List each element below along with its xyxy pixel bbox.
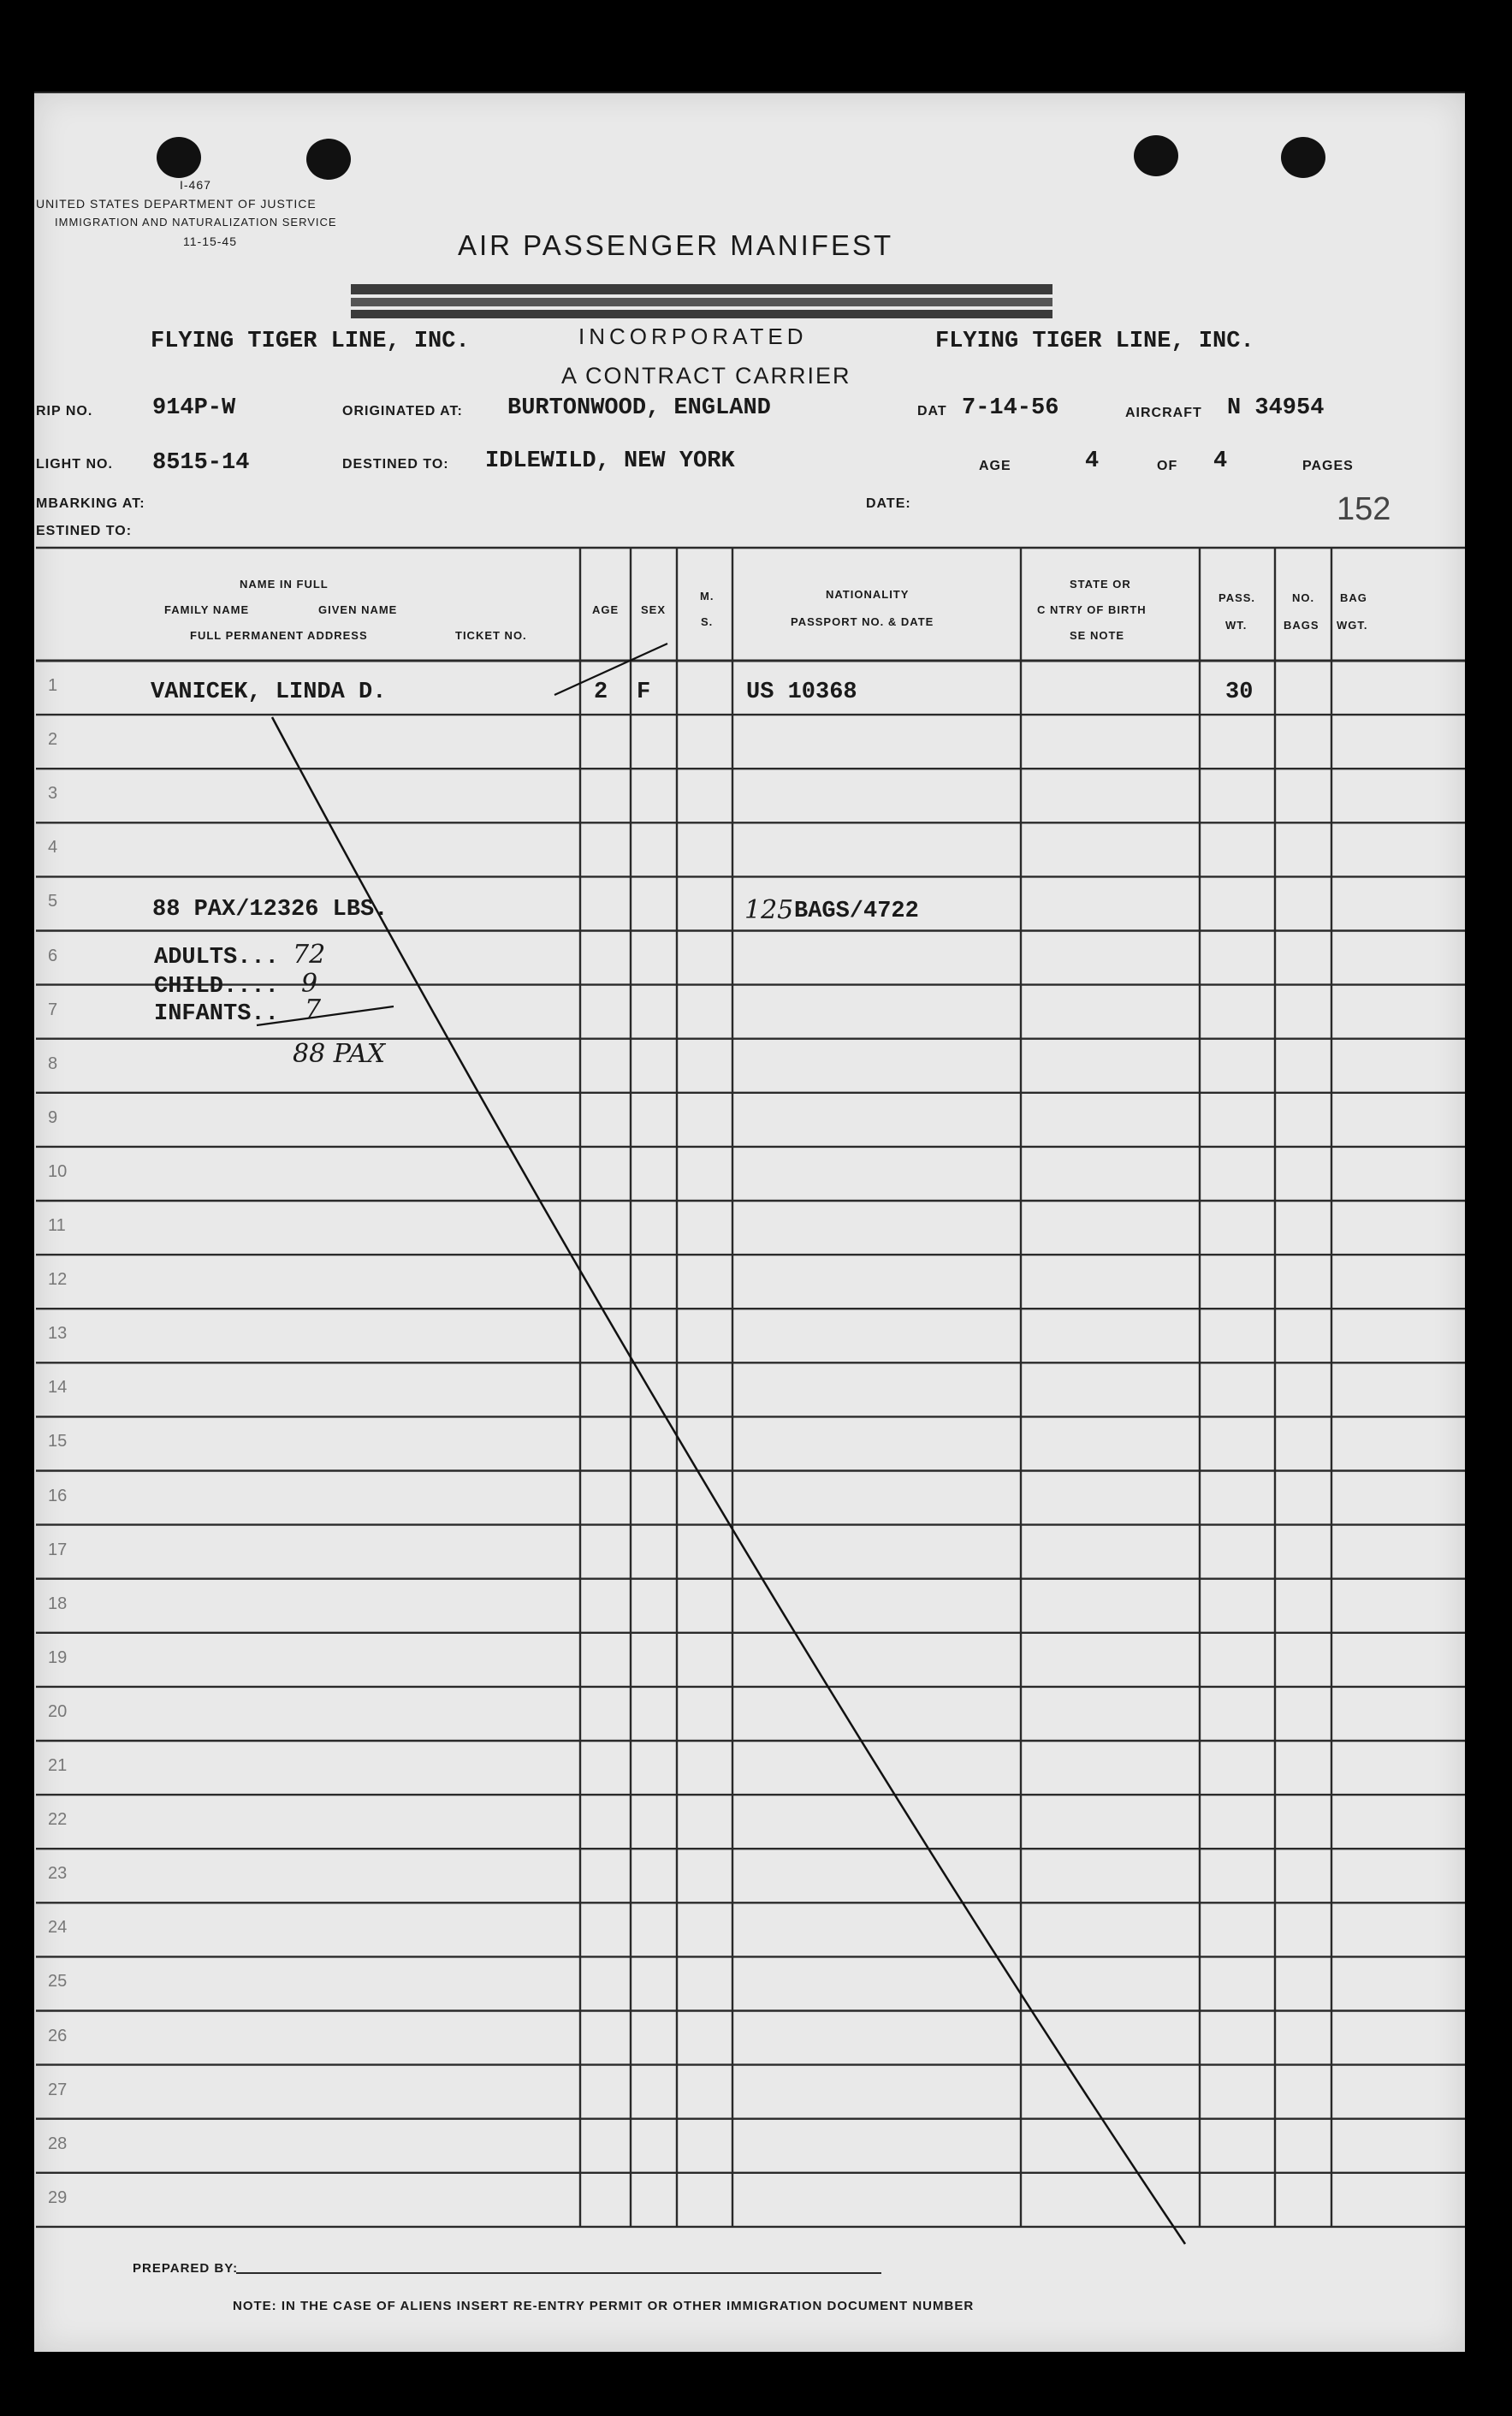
row-number: 10 [48, 1161, 68, 1181]
row-number: 13 [48, 1324, 68, 1344]
pages-label: PAGES [1302, 459, 1354, 473]
row-number: 28 [48, 2134, 68, 2153]
page-value: 4 [1085, 448, 1100, 474]
service-name: IMMIGRATION AND NATURALIZATION SERVICE [55, 216, 337, 229]
row-number: 3 [48, 784, 58, 804]
col-header-ticket: TICKET NO. [455, 629, 527, 642]
carrier-name-right: FLYING TIGER LINE, INC. [935, 329, 1254, 354]
col-header-note: SE NOTE [1070, 629, 1125, 642]
row-number: 8 [48, 1054, 58, 1073]
originated-label: ORIGINATED AT: [342, 404, 463, 418]
trip-no-label: RIP NO. [36, 404, 93, 418]
row-number: 16 [48, 1486, 68, 1505]
row-number: 14 [48, 1378, 68, 1398]
row-number: 29 [48, 2187, 68, 2207]
col-header-bags-2: BAGS [1284, 619, 1319, 632]
embarking-label: MBARKING AT: [36, 496, 145, 511]
row-number: 21 [48, 1756, 68, 1775]
row-number: 7 [48, 1000, 58, 1019]
row-number: 25 [48, 1972, 68, 1992]
passenger-sex: F [637, 680, 651, 705]
aircraft-value: N 34954 [1227, 395, 1325, 421]
infants-label: INFANTS.. [154, 1001, 279, 1027]
child-label: CHILD.... [154, 974, 279, 1000]
col-header-pass: PASS. [1218, 591, 1256, 604]
row-number: 17 [48, 1540, 68, 1559]
row-number: 15 [48, 1432, 68, 1451]
row-number: 22 [48, 1810, 68, 1830]
of-label: OF [1157, 459, 1178, 473]
col-header-nationality: NATIONALITY [826, 588, 910, 601]
flight-no-label: LIGHT NO. [36, 457, 113, 472]
department-name: UNITED STATES DEPARTMENT OF JUSTICE [36, 197, 317, 211]
total-pax-handwritten: 88 PAX [293, 1039, 386, 1069]
row-number: 27 [48, 2080, 68, 2099]
carrier-name-left: FLYING TIGER LINE, INC. [151, 329, 470, 354]
passenger-age: 2 [594, 680, 608, 705]
destined-to-label: ESTINED TO: [36, 524, 133, 538]
infants-count: 7 [305, 994, 322, 1024]
col-header-bags: NO. [1292, 591, 1315, 604]
col-header-bag-wgt-2: WGT. [1337, 619, 1368, 632]
incorporated-label: INCORPORATED [578, 324, 808, 349]
adults-count: 72 [293, 940, 326, 970]
passenger-name: VANICEK, LINDA D. [151, 680, 387, 705]
destined-label: DESTINED TO: [342, 457, 449, 472]
passenger-pass-wt: 30 [1225, 680, 1254, 705]
col-header-pass-wt: WT. [1225, 619, 1248, 632]
contract-carrier-label: A CONTRACT CARRIER [561, 363, 851, 389]
col-header-family: FAMILY NAME [164, 603, 250, 616]
row-number: 9 [48, 1107, 58, 1127]
embark-date-label: DATE: [866, 496, 911, 511]
col-header-name: NAME IN FULL [240, 578, 329, 591]
struck-out-text [351, 281, 1052, 324]
form-date: 11-15-45 [183, 234, 238, 248]
col-header-given: GIVEN NAME [318, 603, 398, 616]
col-header-country: C NTRY OF BIRTH [1037, 603, 1147, 616]
row-number: 20 [48, 1701, 68, 1721]
sheet-number: 152 [1337, 491, 1391, 527]
total-bags-count: 125 [744, 895, 794, 925]
col-header-address: FULL PERMANENT ADDRESS [190, 629, 368, 642]
adults-label: ADULTS... [154, 945, 279, 971]
total-pax-lbs: 88 PAX/12326 LBS. [152, 897, 388, 923]
col-header-ms-2: S. [701, 615, 714, 628]
total-bags-weight: BAGS/4722 [794, 899, 919, 924]
row-number: 24 [48, 1918, 68, 1938]
col-header-bag-wgt: BAG [1340, 591, 1367, 604]
aliens-note: NOTE: IN THE CASE OF ALIENS INSERT RE-ENTRY PERMIT OR OTHER IMMIGRATION DOCUMENT NUMBER [233, 2299, 975, 2313]
col-header-sex: SEX [641, 603, 667, 616]
col-header-age: AGE [592, 603, 620, 616]
date-label: DAT [917, 404, 947, 418]
row-number: 4 [48, 838, 58, 858]
row-number: 18 [48, 1594, 68, 1613]
page-label: AGE [979, 459, 1011, 473]
row-number: 23 [48, 1864, 68, 1884]
row-number: 1 [48, 676, 58, 695]
row-number: 19 [48, 1647, 68, 1667]
form-number: I-467 [180, 178, 211, 192]
cancellation-line [272, 717, 1185, 2244]
prepared-by-label: PREPARED BY: [133, 2261, 239, 2276]
row-number: 12 [48, 1270, 68, 1290]
row-number: 11 [48, 1216, 66, 1235]
destined-value: IDLEWILD, NEW YORK [485, 448, 735, 474]
passenger-passport: US 10368 [746, 680, 857, 705]
col-header-ms-1: M. [700, 590, 714, 603]
row-number: 26 [48, 2026, 68, 2045]
row-number: 2 [48, 730, 58, 750]
of-value: 4 [1213, 448, 1228, 474]
col-header-passport: PASSPORT NO. & DATE [791, 615, 934, 628]
originated-value: BURTONWOOD, ENGLAND [507, 395, 771, 421]
date-value: 7-14-56 [962, 395, 1059, 421]
child-count: 9 [301, 969, 318, 999]
aircraft-label: AIRCRAFT [1125, 406, 1202, 420]
page-title: AIR PASSENGER MANIFEST [458, 229, 894, 261]
row-number: 5 [48, 892, 58, 911]
flight-no-value: 8515-14 [152, 450, 250, 476]
trip-no-value: 914P-W [152, 395, 236, 421]
col-header-state: STATE OR [1070, 578, 1131, 591]
row-number: 6 [48, 946, 58, 965]
